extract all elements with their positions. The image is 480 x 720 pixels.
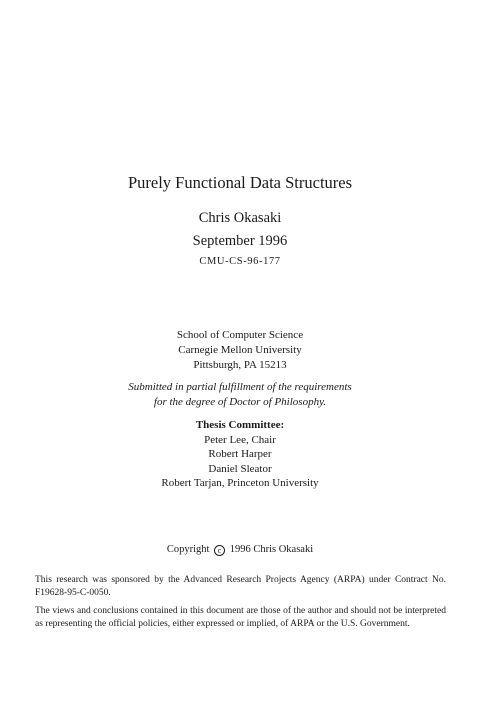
submission-statement-line-2: for the degree of Doctor of Philosophy. bbox=[153, 396, 327, 408]
address-line-city: Pittsburgh, PA 15213 bbox=[193, 359, 287, 371]
committee-heading: Thesis Committee: bbox=[195, 419, 285, 431]
address-line-university: Carnegie Mellon University bbox=[178, 344, 302, 356]
submission-statement-line-1: Submitted in partial fulfillment of the requirements bbox=[128, 381, 352, 393]
copyright-text: 1996 Chris Okasaki bbox=[229, 544, 314, 555]
committee-member: Peter Lee, Chair bbox=[204, 433, 276, 446]
report-number: CMU-CS-96-177 bbox=[199, 256, 281, 267]
committee-member: Robert Tarjan, Princeton University bbox=[161, 477, 319, 489]
copyright-icon: c bbox=[214, 545, 225, 556]
publication-date: September 1996 bbox=[192, 233, 288, 249]
copyright-notice bbox=[0, 544, 480, 556]
committee-member: Daniel Sleator bbox=[208, 462, 272, 475]
disclaimer-paragraph: The views and conclusions contained in this document are those of the author and should not be interpreted as representing the official policies, either expressed or implied, of ARPA or the U.S. Government. bbox=[35, 606, 446, 629]
document-title: Purely Functional Data Structures bbox=[127, 173, 353, 192]
committee-member: Robert Harper bbox=[208, 448, 272, 460]
address-line-school: School of Computer Science bbox=[176, 329, 304, 341]
sponsorship-paragraph: This research was sponsored by the Advanced Research Projects Agency (ARPA) under Contract No. F19628-95-C-0050. bbox=[35, 575, 446, 598]
copyright-prefix: Copyright bbox=[166, 544, 210, 555]
author-name: Chris Okasaki bbox=[198, 210, 282, 226]
